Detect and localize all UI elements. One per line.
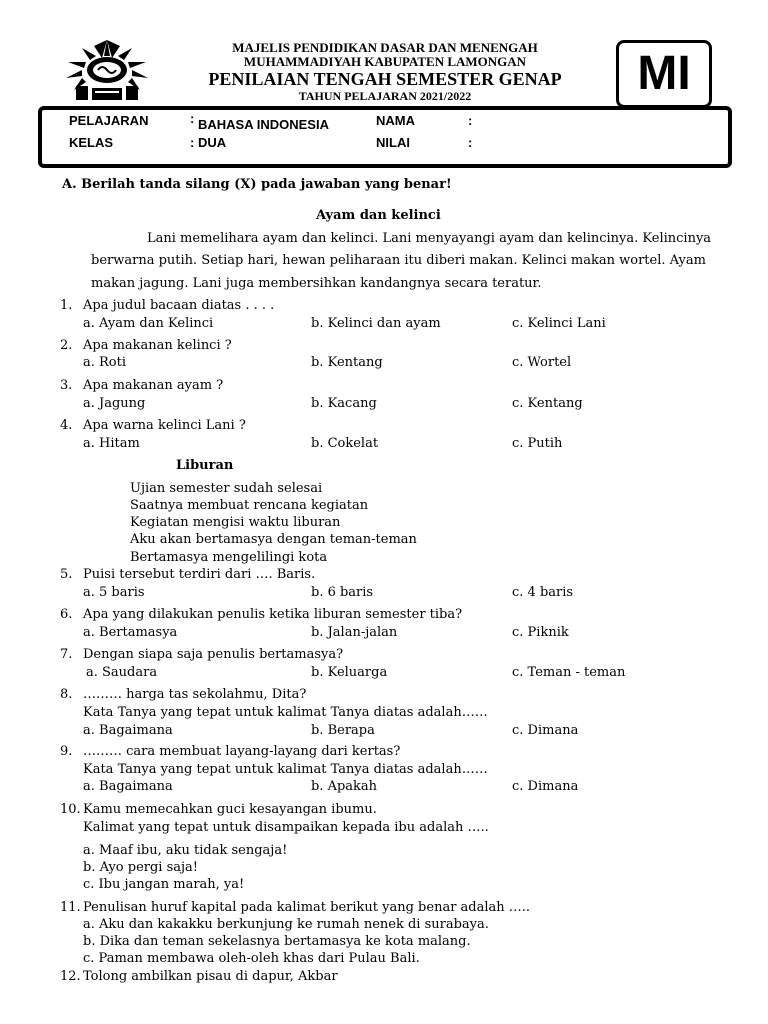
pelajaran-label: PELAJARAN (69, 113, 149, 128)
question-number: 1. (60, 298, 73, 313)
nama-field[interactable]: : (468, 113, 473, 128)
poem-line: Saatnya membuat rencana kegiatan (130, 498, 369, 513)
question-text: ……… cara membuat layang-layang dari kertas? (83, 744, 401, 759)
option-c[interactable]: c. Ibu jangan marah, ya! (83, 877, 245, 892)
section-a-instruction: A. Berilah tanda silang (X) pada jawaban yang benar! (62, 177, 452, 192)
option-b[interactable]: b. Kacang (311, 396, 377, 411)
question-number: 2. (60, 338, 73, 353)
option-a[interactable]: a. Aku dan kakakku berkunjung ke rumah nenek di surabaya. (83, 917, 489, 932)
question-text: ……… harga tas sekolahmu, Dita? (83, 687, 307, 702)
option-a[interactable]: a. Bagaimana (83, 779, 173, 794)
question-number: 6. (60, 607, 73, 622)
option-a[interactable]: a. Bertamasya (83, 625, 178, 640)
question-number: 11. (60, 900, 81, 915)
option-c[interactable]: c. Kelinci Lani (512, 316, 606, 331)
question-text: Tolong ambilkan pisau di dapur, Akbar (83, 969, 338, 984)
option-b[interactable]: b. Berapa (311, 723, 375, 738)
poem-line: Aku akan bertamasya dengan teman-teman (130, 532, 417, 547)
option-c[interactable]: c. Teman - teman (512, 665, 626, 680)
option-c[interactable]: c. Dimana (512, 723, 579, 738)
question-text: Kamu memecahkan guci kesayangan ibumu. (83, 802, 377, 817)
option-b[interactable]: b. Ayo pergi saja! (83, 860, 199, 875)
option-a[interactable]: a. Saudara (86, 665, 158, 680)
option-c[interactable]: c. Piknik (512, 625, 569, 640)
question-text: Apa warna kelinci Lani ? (83, 418, 246, 433)
option-b[interactable]: b. Jalan-jalan (311, 625, 398, 640)
question-text: Apa judul bacaan diatas . . . . (83, 298, 275, 313)
question-number: 10. (60, 802, 81, 817)
option-c[interactable]: c. Paman membawa oleh-oleh khas dari Pulau Bali. (83, 951, 420, 966)
nilai-label: NILAI (376, 135, 410, 150)
question-number: 3. (60, 378, 73, 393)
option-a[interactable]: a. Maaf ibu, aku tidak sengaja! (83, 843, 288, 858)
header-year: TAHUN PELAJARAN 2021/2022 (298, 89, 472, 103)
poem-title: Liburan (176, 458, 234, 473)
option-b[interactable]: b. Keluarga (311, 665, 388, 680)
option-b[interactable]: b. Kentang (311, 355, 383, 370)
story-line: makan jagung. Lani juga membersihkan kandangnya secara teratur. (91, 276, 542, 291)
option-c[interactable]: c. Kentang (512, 396, 583, 411)
poem-line: Kegiatan mengisi waktu liburan (130, 515, 341, 530)
kelas-label: KELAS (69, 135, 114, 150)
question-number: 7. (60, 647, 73, 662)
question-number: 9. (60, 744, 73, 759)
header-line1: MAJELIS PENDIDIKAN DASAR DAN MENENGAH (232, 40, 538, 55)
mi-badge: MI (616, 40, 712, 108)
header-line2: MUHAMMADIYAH KABUPATEN LAMONGAN (243, 54, 527, 69)
question-number: 5. (60, 567, 73, 582)
question-number: 4. (60, 418, 73, 433)
story-title: Ayam dan kelinci (316, 208, 441, 223)
muhammadiyah-logo-icon (62, 38, 152, 102)
question-text-2: Kata Tanya yang tepat untuk kalimat Tanya diatas adalah…… (83, 705, 488, 720)
question-text: Dengan siapa saja penulis bertamasya? (83, 647, 344, 662)
question-text: Apa yang dilakukan penulis ketika liburan semester tiba? (83, 607, 463, 622)
question-text: Puisi tersebut terdiri dari …. Baris. (83, 567, 316, 582)
option-a[interactable]: a. Jagung (83, 396, 146, 411)
option-b[interactable]: b. Apakah (311, 779, 378, 794)
question-number: 8. (60, 687, 73, 702)
question-text: Apa makanan ayam ? (83, 378, 224, 393)
nama-label: NAMA (376, 113, 415, 128)
option-c[interactable]: c. 4 baris (512, 585, 574, 600)
option-b[interactable]: b. Cokelat (311, 436, 379, 451)
option-a[interactable]: a. Roti (83, 355, 127, 370)
poem-line: Bertamasya mengelilingi kota (130, 550, 328, 565)
option-a[interactable]: a. 5 baris (83, 585, 145, 600)
option-b[interactable]: b. Dika dan teman sekelasnya bertamasya ke kota malang. (83, 934, 471, 949)
option-a[interactable]: a. Hitam (83, 436, 140, 451)
option-c[interactable]: c. Putih (512, 436, 563, 451)
story-line: Lani memelihara ayam dan kelinci. Lani menyayangi ayam dan kelincinya. Kelincinya (147, 231, 712, 246)
question-text-2: Kata Tanya yang tepat untuk kalimat Tanya diatas adalah…… (83, 762, 488, 777)
question-text: Apa makanan kelinci ? (83, 338, 232, 353)
nilai-field[interactable]: : (468, 135, 473, 150)
pelajaran-value: BAHASA INDONESIA (198, 117, 329, 132)
kelas-value: : DUA (190, 135, 227, 150)
question-text-2: Kalimat yang tepat untuk disampaikan kepada ibu adalah ….. (83, 820, 489, 835)
option-c[interactable]: c. Wortel (512, 355, 572, 370)
story-line: berwarna putih. Setiap hari, hewan peliharaan itu diberi makan. Kelinci makan wortel. Ayam (91, 253, 706, 268)
poem-line: Ujian semester sudah selesai (130, 481, 323, 496)
question-text: Penulisan huruf kapital pada kalimat berikut yang benar adalah ….. (83, 900, 531, 915)
option-a[interactable]: a. Bagaimana (83, 723, 173, 738)
option-a[interactable]: a. Ayam dan Kelinci (83, 316, 214, 331)
option-c[interactable]: c. Dimana (512, 779, 579, 794)
option-b[interactable]: b. 6 baris (311, 585, 374, 600)
page-title: PENILAIAN TENGAH SEMESTER GENAP (208, 69, 562, 89)
question-number: 12. (60, 969, 81, 984)
option-b[interactable]: b. Kelinci dan ayam (311, 316, 441, 331)
pelajaran-sep: : (190, 111, 195, 126)
